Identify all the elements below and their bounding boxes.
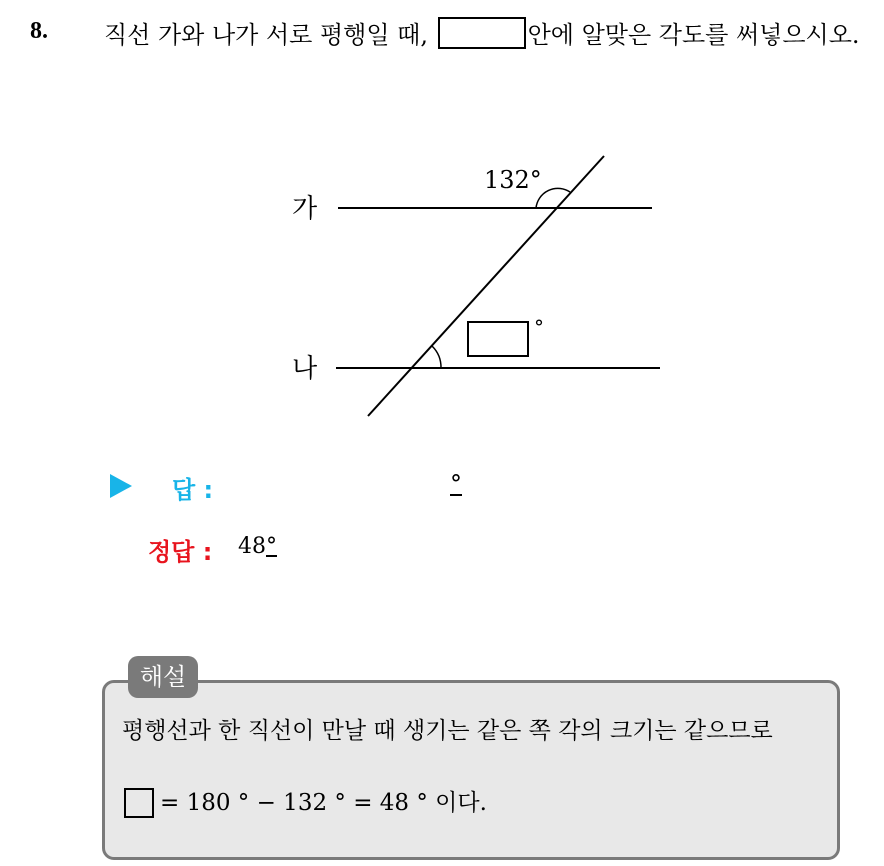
explanation-text: 평행선과 한 직선이 만날 때 생기는 같은 쪽 각의 크기는 같으므로 [122,718,773,744]
play-triangle-icon [110,474,132,498]
unknown-angle-degree: ° [534,315,544,339]
transversal-line [368,156,604,416]
line-label-ga: 가 [292,194,318,224]
answer-degree-symbol: ° [450,470,462,498]
explanation-box [102,680,840,860]
solution-number: 48 [238,534,266,559]
explanation-equation-text: = 180 ° − 132 ° = 48 ° 이다. [160,790,487,816]
question-text-part2: 안에 알맞은 각도를 써넣으시오. [527,21,860,49]
explanation-equation [124,786,487,820]
unknown-angle-box [468,322,528,356]
question-number: 8. [30,18,48,44]
solution-label: 정답 : [148,538,213,566]
question-text-part1: 직선 가와 나가 서로 평행일 때, [104,21,436,49]
solution-value [238,534,277,559]
angle-label-132: 132° [484,166,542,194]
blank-square-icon [124,788,154,818]
angle-arc-unknown [432,346,441,368]
line-label-na: 나 [292,354,318,384]
explanation-tab: 해설 [128,656,198,698]
answer-label: 답 : [172,476,214,504]
solution-degree-symbol: ° [266,534,277,559]
